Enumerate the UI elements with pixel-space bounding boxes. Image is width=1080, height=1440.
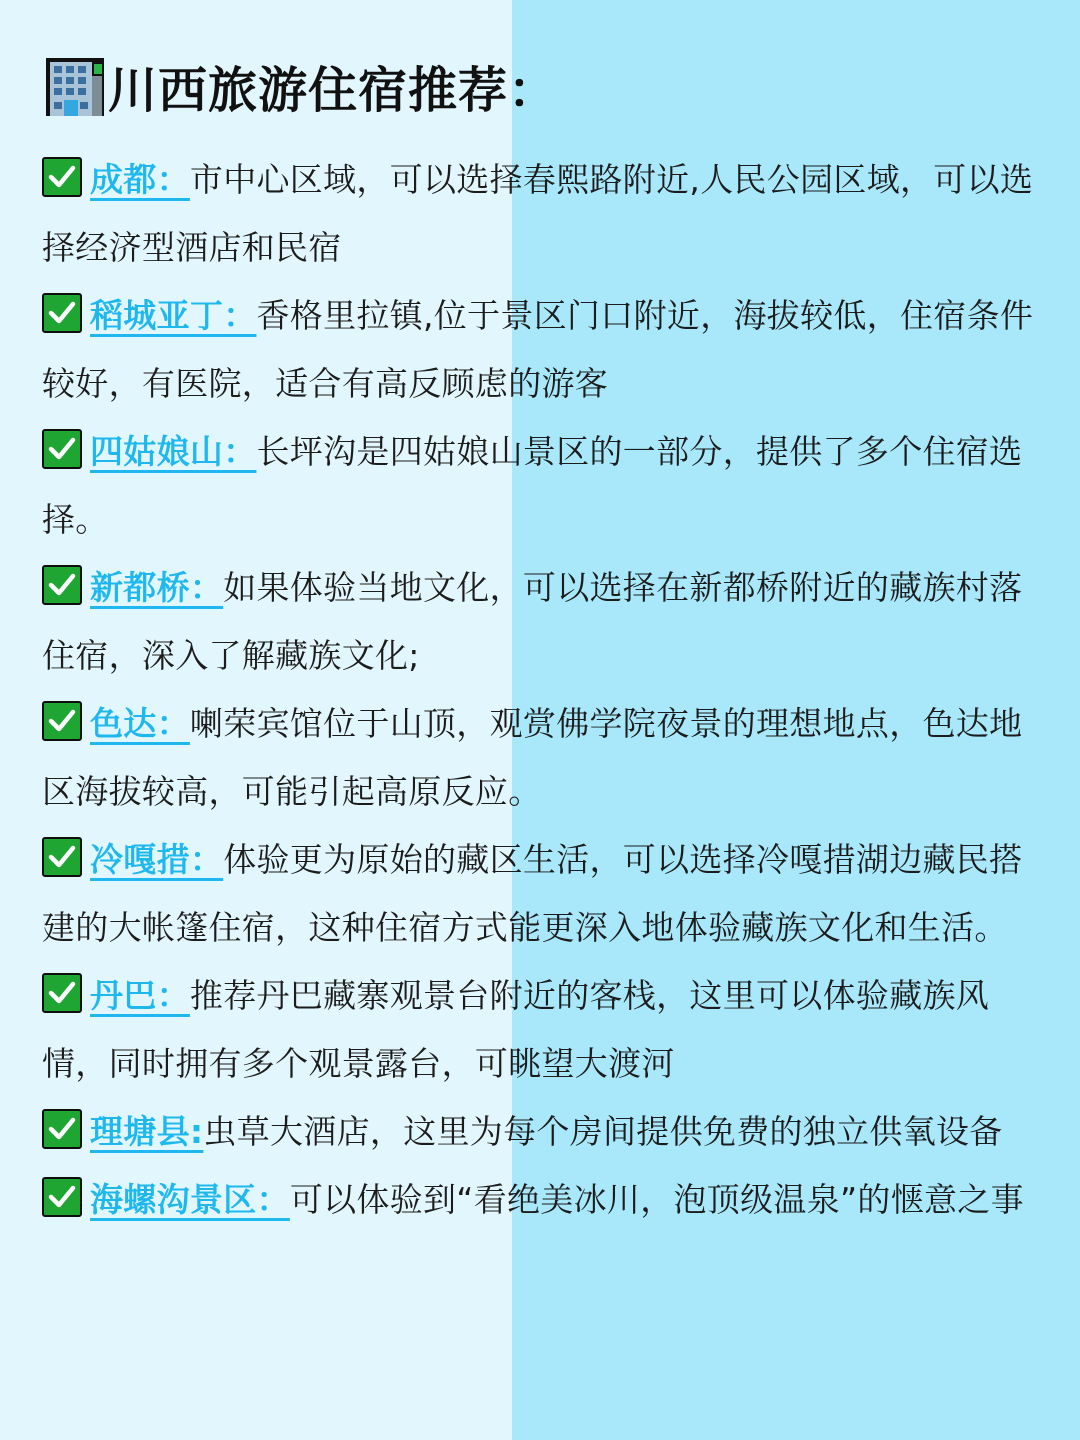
list-item [42, 962, 1042, 1098]
item-label: 四姑娘山： [90, 432, 257, 471]
item-label: 新都桥： [90, 568, 224, 607]
list-item [42, 826, 1042, 962]
item-description: 体验更为原始的藏区生活，可以选择冷嘎措湖边藏民搭建的大帐篷住宿，这种住宿方式能更深入地体验藏族文化和生活。 [42, 840, 1023, 947]
hotel-icon [44, 56, 106, 118]
check-mark-icon [42, 973, 82, 1013]
item-description: 市中心区域，可以选择春熙路附近,人民公园区域，可以选择经济型酒店和民宿 [42, 160, 1034, 267]
item-label: 冷嘎措： [90, 840, 224, 879]
item-description: 虫草大酒店，这里为每个房间提供免费的独立供氧设备 [203, 1112, 1003, 1151]
check-mark-icon [42, 293, 82, 333]
check-mark-icon [42, 565, 82, 605]
title-row [44, 54, 558, 120]
item-description: 喇荣宾馆位于山顶，观赏佛学院夜景的理想地点，色达地区海拔较高，可能引起高原反应。 [42, 704, 1023, 811]
item-label: 色达： [90, 704, 190, 743]
list-item [42, 282, 1042, 418]
list-item [42, 690, 1042, 826]
check-mark-icon [42, 1109, 82, 1149]
list-item [42, 146, 1042, 282]
list-item [42, 554, 1042, 690]
item-description: 长坪沟是四姑娘山景区的一部分，提供了多个住宿选择。 [42, 432, 1023, 539]
item-label: 丹巴： [90, 976, 190, 1015]
check-mark-icon [42, 157, 82, 197]
list-item [42, 1166, 1042, 1234]
page-title: 川西旅游住宿推荐： [108, 61, 559, 119]
item-label: 成都： [90, 160, 190, 199]
item-label: 稻城亚丁： [90, 296, 257, 335]
check-mark-icon [42, 1177, 82, 1217]
accommodation-list [42, 146, 1042, 1234]
item-label: 理塘县: [90, 1112, 204, 1151]
item-label: 海螺沟景区： [90, 1180, 290, 1219]
check-mark-icon [42, 701, 82, 741]
item-description: 如果体验当地文化，可以选择在新都桥附近的藏族村落住宿，深入了解藏族文化; [42, 568, 1023, 675]
item-description: 可以体验到“看绝美冰川，泡顶级温泉”的惬意之事 [289, 1180, 1024, 1219]
check-mark-icon [42, 837, 82, 877]
item-description: 推荐丹巴藏寨观景台附近的客栈，这里可以体验藏族风情，同时拥有多个观景露台，可眺望大渡河 [42, 976, 990, 1083]
item-description: 香格里拉镇,位于景区门口附近，海拔较低，住宿条件较好，有医院，适合有高反顾虑的游客 [42, 296, 1034, 403]
check-mark-icon [42, 429, 82, 469]
list-item [42, 418, 1042, 554]
list-item [42, 1098, 1042, 1166]
